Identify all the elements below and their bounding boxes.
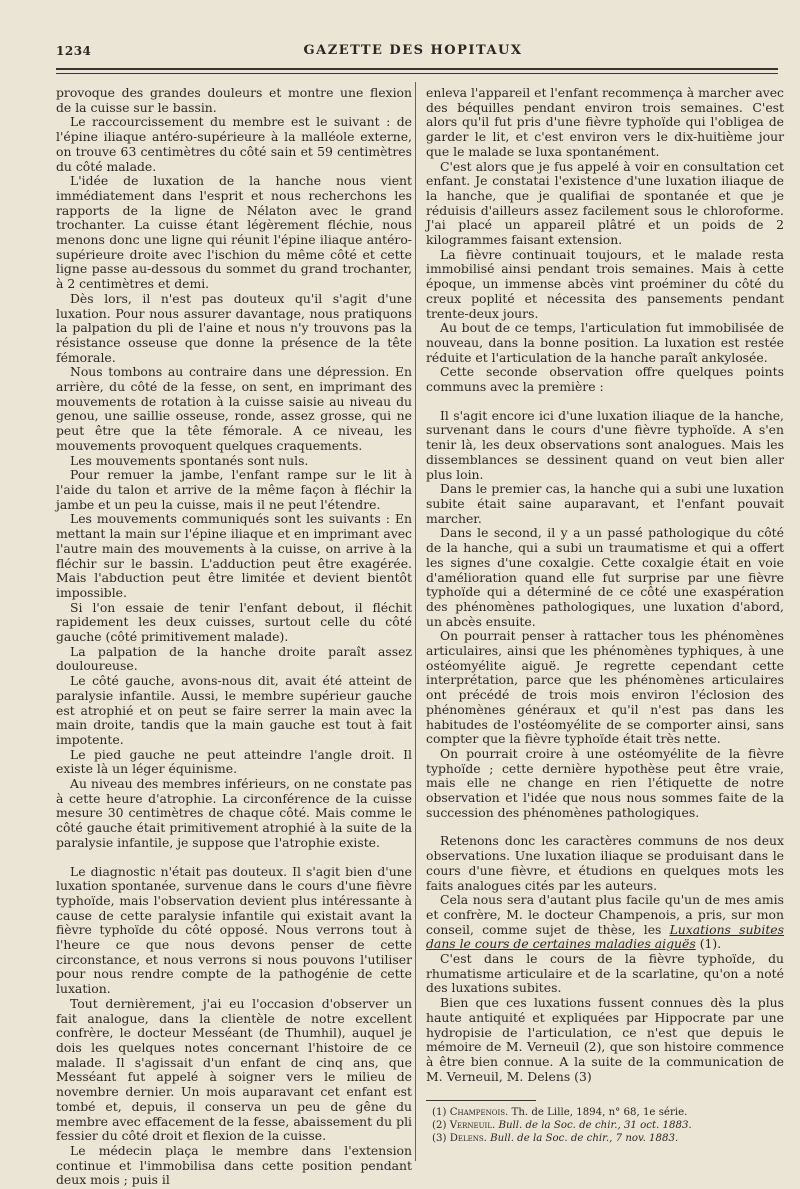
paragraph: Dans le second, il y a un passé pathologique du côté de la hanche, qui a subi un traumatisme et qui a offert les signes d'une coxalgie. Cette coxalgie était en voie d'amélioration quand elle fut surprise par une fièvre typhoïde qui a déterminé de ce côté une exaspération des phénomènes pathologiques, une luxation d'abord, un abcès ensuite. <box>426 525 784 629</box>
footnote-text: Bull. de la Soc. de chir., 7 nov. 1883. <box>490 1132 679 1144</box>
paragraph: La fièvre continuait toujours, et le malade resta immobilisé ainsi pendant trois semaines. Mais à cette époque, un immense abcès vint proéminer du côté du creux poplité et nécessita des pansements pendant trente-deux jours. <box>426 246 784 321</box>
footnote <box>426 1133 784 1146</box>
paragraph: provoque des grandes douleurs et montre une flexion de la cuisse sur le bassin. <box>56 85 412 115</box>
paragraph: Nous tombons au contraire dans une dépression. En arrière, du côté de la fesse, on sent, en imprimant des mouvements de rotation à la cuisse saisie au niveau du genou, une saillie osseuse, ronde, assez grosse, qui ne peut être que la tête fémorale. A ce niveau, les mouvements provoquent quelques craquements. <box>56 364 412 453</box>
left-column <box>56 86 412 1188</box>
paragraph: Au niveau des membres inférieurs, on ne constate pas à cette heure d'atrophie. La circonférence de la cuisse mesure 30 centimètres de chaque côté. Mais comme le côté gauche était primitivement atrophié à la suite de la paralysie infantile, je suppose que l'atrophie existe. <box>56 776 412 850</box>
right-column <box>426 86 784 1145</box>
paragraph: Les mouvements spontanés sont nuls. <box>70 452 309 468</box>
paragraph: C'est dans le cours de la fièvre typhoïde, du rhumatisme articulaire et de la scarlatine, qu'on a noté des luxations subites. <box>426 951 784 996</box>
paragraph: On pourrait penser à rattacher tous les phénomènes articulaires, ainsi que les phénomènes typhiques, à une ostéomyélite aiguë. Je regrette cependant cette interprétation, parce que les phénomènes articulaires ont précédé de trois mois environ l'éclosion des phénomènes généraux et qu'il n'est pas dans les habitudes de l'ostéomyélite de se comporter ainsi, sans compter que la fièvre typhoïde était très nette. <box>426 628 784 747</box>
paragraph: Le médecin plaça le membre dans l'extension continue et l'immobilisa dans cette position pendant deux mois ; puis il <box>56 1142 412 1188</box>
footnote-number: (2) <box>432 1120 447 1131</box>
paragraph: Le côté gauche, avons-nous dit, avait été atteint de paralysie infantile. Aussi, le membre supérieur gauche est atrophié et on peut se faire serrer la main avec la main droite, tandis que la main gauche est tout à fait impotente. <box>56 673 412 747</box>
paragraph: Le raccourcissement du membre est le suivant : de l'épine iliaque antéro-supérieure à la malléole externe, on trouve 63 centimètres du côté sain et 59 centimètres du côté malade. <box>56 114 412 174</box>
paragraph: enleva l'appareil et l'enfant recommença à marcher avec des béquilles pendant environ trois semaines. C'est alors qu'il fut pris d'une fièvre typhoïde qui l'obligea de garder le lit, et c'est environ vers le dix-huitième jour que le malade se luxa spontanément. <box>426 85 784 159</box>
paragraph: La palpation de la hanche droite paraît assez douloureuse. <box>56 643 412 674</box>
footnote-author: Delens. <box>449 1132 487 1144</box>
paragraph: Si l'on essaie de tenir l'enfant debout, il fléchit rapidement les deux cuisses, surtout celle du côté gauche (côté primitivement malade). <box>56 599 412 645</box>
paragraph-text: Cela nous sera d'autant plus facile qu'un de mes amis et confrère, M. le docteur Champenois, a pris, sur mon conseil, comme sujet de thèse, les <box>426 892 784 937</box>
footnote-author: Champenois. <box>449 1107 509 1119</box>
paragraph: Retenons donc les caractères communs de nos deux observations. Une luxation iliaque se produisant dans le cours d'une fièvre, et étudions en quelques mots les faits analogues cités par les auteurs. <box>426 833 784 893</box>
header-rule-thick <box>56 68 778 70</box>
paragraph: Les mouvements communiqués sont les suivants : En mettant la main sur l'épine iliaque et en imprimant avec l'autre main des mouvements à la cuisse, on arrive à la fléchir sur le bassin. L'adduction peut être exagérée. Mais l'abduction peut être limitée et devient bientôt impossible. <box>56 511 412 600</box>
paragraph: On pourrait croire à une ostéomyélite de la fièvre typhoïde ; cette dernière hypothèse peut être vraie, mais elle ne change en rien l'étiquette de notre observation et l'idée que nous nous sommes faite de la succession des phénomènes pathologiques. <box>426 745 784 820</box>
paragraph: Tout dernièrement, j'ai eu l'occasion d'observer un fait analogue, dans la clientèle de notre excellent confrère, le docteur Messéant (de Thumhil), auquel je dois les quelques notes concernant l'histoire de ce malade. Il s'agissait d'un enfant de cinq ans, que Messéant fut appelé à soigner vers le milieu de novembre dernier. Un mois auparavant cet enfant est tombé et, depuis, il conserva un peu de gêne du membre avec effacement de la fesse, abaissement du pli fessier du côté droit et flexion de la cuisse. <box>56 995 412 1144</box>
column-divider <box>415 82 416 1161</box>
paragraph <box>426 893 784 952</box>
page-header <box>56 40 770 62</box>
paragraph: Cette seconde observation offre quelques points communs avec la première : <box>426 364 784 395</box>
footnote-text: Th. de Lille, 1894, n° 68, 1e série. <box>511 1107 688 1119</box>
paragraph: Au bout de ce temps, l'articulation fut immobilisée de nouveau, dans la bonne position. La luxation est restée réduite et l'articulation de la hanche paraît ankylosée. <box>426 320 784 365</box>
page-number: 1234 <box>56 44 92 58</box>
footnote-ref: (1). <box>699 936 722 952</box>
paragraph: L'idée de luxation de la hanche nous vient immédiatement dans l'esprit et nous recherchons les rapports de la ligne de Nélaton avec le grand trochanter. La cuisse étant légèrement fléchie, nous menons donc une ligne qui réunit l'épine iliaque antéro-supérieure droite avec l'ischion du même côté et cette ligne passe au-dessous du sommet du grand trochanter, à 2 centimètres et demi. <box>56 173 412 292</box>
footnotes <box>426 1107 784 1145</box>
paragraph: Pour remuer la jambe, l'enfant rampe sur le lit à l'aide du talon et arrive de la même façon à fléchir la jambe et un peu la cuisse, mais il ne peut l'étendre. <box>56 467 412 512</box>
footnote-number: (1) <box>432 1107 447 1119</box>
page-title: GAZETTE DES HOPITAUX <box>303 43 523 58</box>
thesis-title: Luxations subites dans le cours de certaines maladies aiguës <box>426 921 784 952</box>
footnote-rule <box>426 1100 536 1101</box>
footnote <box>426 1107 784 1120</box>
paragraph: Le diagnostic n'était pas douteux. Il s'agit bien d'une luxation spontanée, survenue dans le cours d'une fièvre typhoïde, mais l'observation devient plus intéressante à cause de cette paralysie infantile qui existait avant la fièvre typhoïde du côté opposé. Nous verrons tout à l'heure ce que nous devons penser de cette circonstance, et nous verrons si nous pouvons l'utiliser pour nous rendre compte de la pathogénie de cette luxation. <box>56 863 412 997</box>
footnote-number: (3) <box>432 1132 447 1144</box>
paragraph: Dès lors, il n'est pas douteux qu'il s'agit d'une luxation. Pour nous assurer davantage, nous pratiquons la palpation du pli de l'aine et nous n'y trouvons pas la résistance osseuse que donne la présence de la tête fémorale. <box>56 290 412 365</box>
footnote-author: Verneuil. <box>449 1120 496 1131</box>
footnote <box>426 1120 784 1133</box>
header-rule-thin <box>56 73 778 74</box>
paragraph: Le pied gauche ne peut atteindre l'angle droit. Il existe là un léger équinisme. <box>56 746 412 777</box>
paragraph: Il s'agit encore ici d'une luxation iliaque de la hanche, survenant dans le cours d'une fièvre typhoïde. A s'en tenir là, les deux observations sont analogues. Mais les dissemblances se dessinent quand on veut bien aller plus loin. <box>426 407 784 482</box>
footnote-text: Bull. de la Soc. de chir., 31 oct. 1883. <box>498 1120 692 1131</box>
paragraph: C'est alors que je fus appelé à voir en consultation cet enfant. Je constatai l'existence d'une luxation iliaque de la hanche, que je qualifiai de spontanée et que je réduisis d'ailleurs assez facilement sous le chloroforme. J'ai placé un appareil plâtré et un poids de 2 kilogrammes faisant extension. <box>426 158 784 248</box>
paragraph: Bien que ces luxations fussent connues dès la plus haute antiquité et expliquées par Hippocrate par une hydropisie de l'articulation, ce n'est que depuis le mémoire de M. Verneuil (2), que son histoire commence à être bien connue. A la suite de la communication de M. Verneuil, M. Delens (3) <box>426 995 784 1084</box>
paragraph: Dans le premier cas, la hanche qui a subi une luxation subite était saine auparavant, et l'enfant pouvait marcher. <box>426 481 784 526</box>
